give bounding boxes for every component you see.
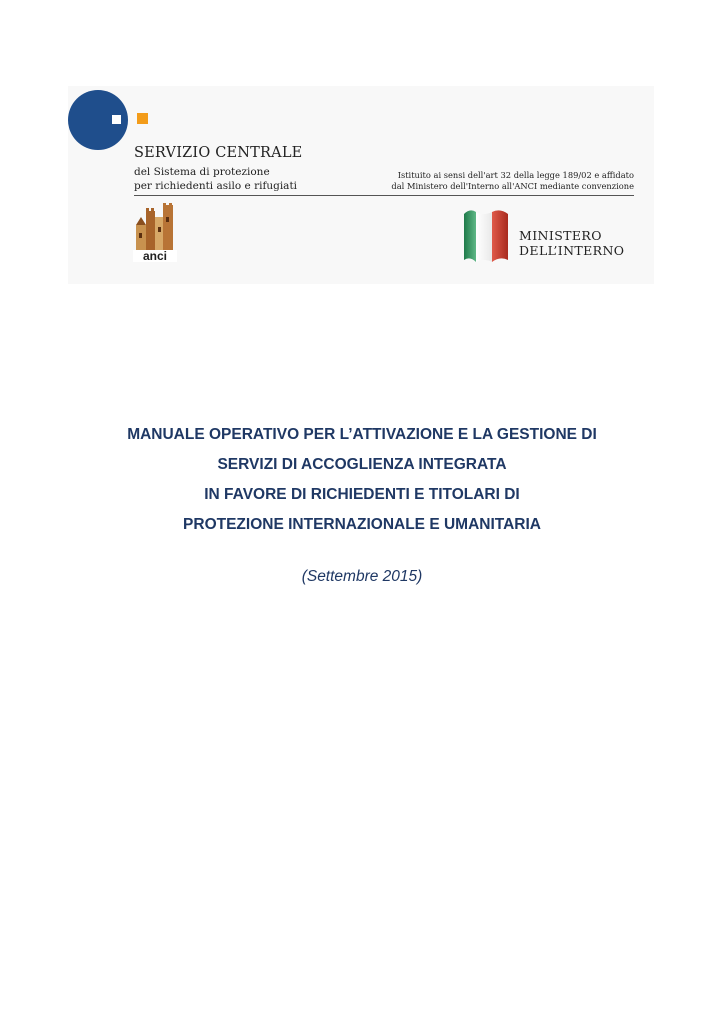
title-line-4: PROTEZIONE INTERNAZIONALE E UMANITARIA [183, 516, 541, 533]
institution-line-1: Istituito ai sensi dell'art 32 della legge 189/02 e affidato [397, 170, 634, 180]
servizio-centrale-logo-icon [68, 90, 128, 150]
ministero-flag-emblem-icon [462, 206, 510, 262]
org-subtitle-2: per richiedenti asilo e rifugiati [134, 180, 298, 192]
document-date: (Settembre 2015) [301, 568, 423, 585]
ministry-line-1: MINISTERO [519, 228, 602, 243]
anci-logo-icon [132, 203, 178, 263]
document-title [60, 420, 664, 540]
ministry-line-2: DELL’INTERNO [519, 243, 625, 258]
institution-line-2: dal Ministero dell'Interno all'ANCI mediante convenzione [391, 181, 634, 191]
header-divider [134, 195, 634, 196]
title-line-1: MANUALE OPERATIVO PER L’ATTIVAZIONE E LA GESTIONE DI [127, 426, 597, 443]
logo-white-square [112, 115, 121, 124]
ministry-name [519, 228, 624, 258]
logo-orange-square [137, 113, 148, 124]
anci-logo-text: anci [142, 249, 168, 263]
org-title: SERVIZIO CENTRALE [134, 145, 303, 161]
title-line-3: IN FAVORE DI RICHIEDENTI E TITOLARI DI [204, 486, 520, 503]
title-line-2: SERVIZI DI ACCOGLIENZA INTEGRATA [217, 456, 507, 473]
org-subtitle-1: del Sistema di protezione [134, 166, 270, 178]
